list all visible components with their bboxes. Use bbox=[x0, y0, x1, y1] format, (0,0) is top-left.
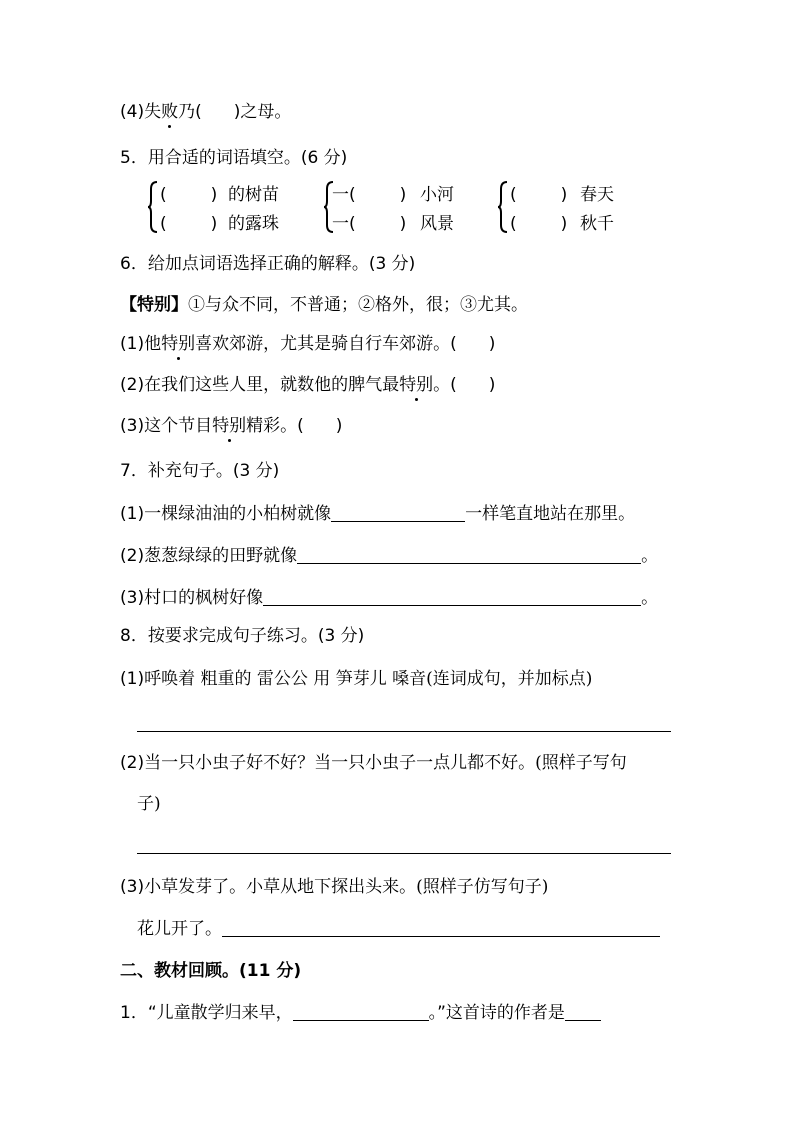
q7-item-3: (3)村口的枫树好像 。 bbox=[120, 588, 659, 608]
instruction-note: (连词成句，并加标点) bbox=[426, 669, 593, 689]
question-8-title: 8．按要求完成句子练习。(3 分) bbox=[120, 626, 365, 646]
answer-blank[interactable] bbox=[331, 504, 465, 522]
answer-line[interactable] bbox=[137, 853, 671, 854]
answer-blank[interactable] bbox=[565, 1003, 601, 1021]
q6-item-1: (1)他特别喜欢郊游，尤其是骑自行车郊游。( ) bbox=[120, 334, 496, 354]
q7-item-2: (2)葱葱绿绿的田野就像 。 bbox=[120, 546, 659, 566]
instruction-note: (照样子写句 bbox=[535, 753, 627, 773]
fill-item: ( ) bbox=[510, 185, 568, 205]
item-number: (4) bbox=[120, 102, 145, 122]
answer-blank[interactable] bbox=[293, 1003, 429, 1021]
dotted-word: 特别 bbox=[161, 334, 196, 354]
q8-item-1: (1)呼唤着 粗重的 雷公公 用 笋芽儿 嗓音(连词成句，并加标点) bbox=[120, 669, 593, 689]
answer-blank[interactable] bbox=[263, 588, 641, 606]
brace-icon bbox=[497, 181, 509, 233]
fill-item: ( ) bbox=[160, 214, 218, 234]
dotted-character: 败 bbox=[161, 102, 179, 122]
question-5-title: 5．用合适的词语填空。(6 分) bbox=[120, 148, 348, 168]
fill-item: ( ) bbox=[510, 214, 568, 234]
fill-item: 一( ) bbox=[332, 214, 407, 234]
q8-item-3-lead: 花儿开了。 bbox=[137, 918, 660, 940]
question-6-title: 6．给加点词语选择正确的解释。(3 分) bbox=[120, 254, 416, 274]
instruction-note-continued: 子) bbox=[137, 794, 161, 814]
fill-word: 秋千 bbox=[580, 214, 614, 234]
answer-line[interactable] bbox=[137, 731, 671, 732]
dotted-word: 特别 bbox=[399, 375, 434, 395]
fill-item: ( ) bbox=[160, 185, 218, 205]
q6-item-3: (3)这个节目特别精彩。( ) bbox=[120, 416, 343, 436]
item-text: 失 bbox=[144, 102, 162, 122]
fill-word: 的树苗 bbox=[228, 185, 279, 205]
fill-word: 小河 bbox=[420, 185, 454, 205]
fill-word: 春天 bbox=[580, 185, 614, 205]
definition-term: 【特别】 bbox=[120, 295, 188, 315]
q8-item-3: (3)小草发芽了。小草从地下探出头来。(照样子仿写句子) bbox=[120, 877, 549, 897]
item-text: 乃( bbox=[178, 102, 202, 122]
definition-line bbox=[120, 294, 528, 316]
definition-text: ①与众不同，不普通；②格外，很；③尤其。 bbox=[188, 295, 528, 315]
q6-item-2: (2)在我们这些人里，就数他的脾气最特别。( ) bbox=[120, 375, 496, 395]
fill-word: 的露珠 bbox=[228, 214, 279, 234]
item-text: )之母。 bbox=[233, 102, 292, 122]
fill-word: 风景 bbox=[420, 214, 454, 234]
section-2-title: 二、教材回顾。(11 分) bbox=[120, 961, 302, 981]
s2-question-1: 1．“儿童散学归来早， 。”这首诗的作者是 bbox=[120, 1002, 601, 1024]
dotted-word: 特别 bbox=[212, 416, 247, 436]
q7-item-1: (1)一棵绿油油的小柏树就像 一样笔直地站在那里。 bbox=[120, 504, 636, 524]
question-7-title: 7．补充句子。(3 分) bbox=[120, 461, 280, 481]
q4-item bbox=[120, 101, 291, 123]
instruction-note: (照样子仿写句子) bbox=[416, 877, 549, 897]
answer-blank[interactable] bbox=[297, 546, 641, 564]
fill-item: 一( ) bbox=[332, 185, 407, 205]
answer-blank[interactable] bbox=[222, 919, 660, 937]
brace-icon bbox=[147, 181, 159, 233]
q8-item-2: (2)当一只小虫子好不好？当一只小虫子一点儿都不好。(照样子写句 bbox=[120, 753, 627, 773]
